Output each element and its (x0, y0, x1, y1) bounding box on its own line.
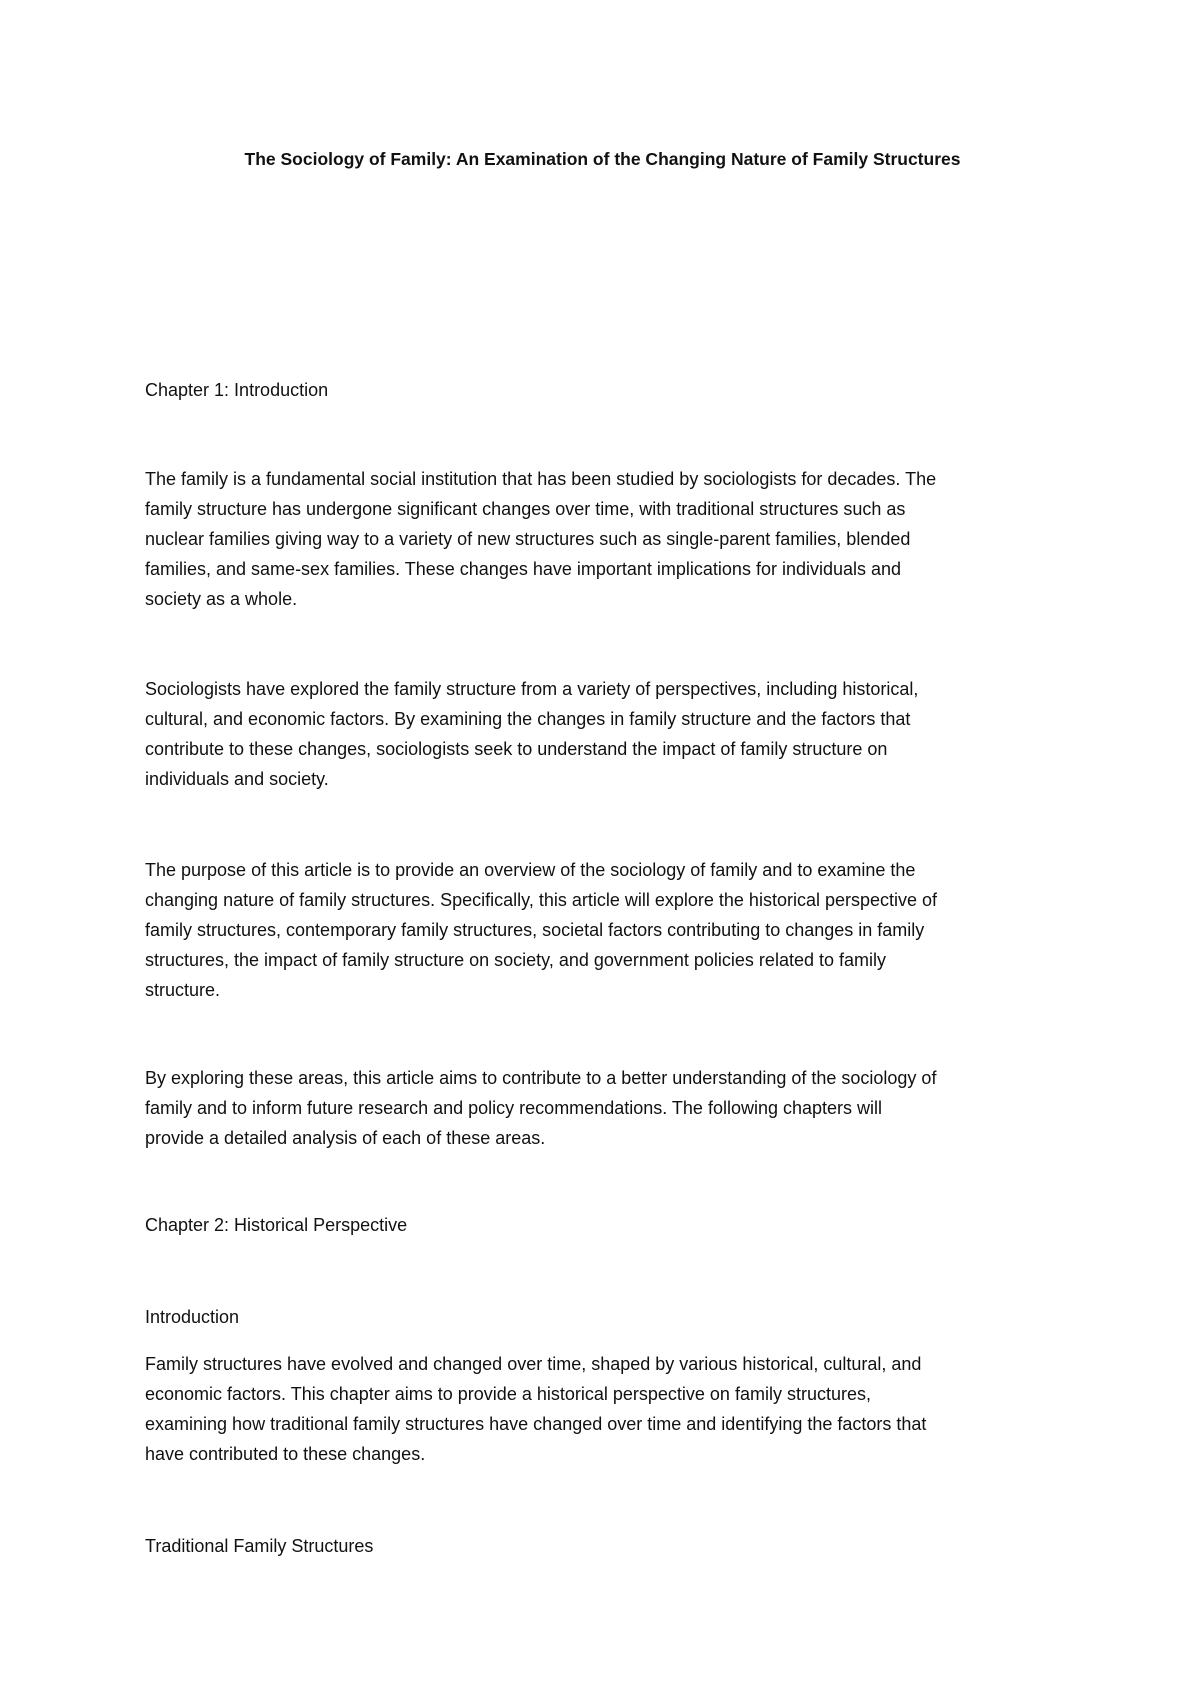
paragraph-line: cultural, and economic factors. By examining the changes in family structure and the factors that (145, 709, 911, 729)
paragraph-line: Family structures have evolved and changed over time, shaped by various historical, cultural, and (145, 1354, 922, 1374)
paragraph-line: contribute to these changes, sociologists seek to understand the impact of family structure on (145, 739, 888, 759)
paragraph-line: The purpose of this article is to provide an overview of the sociology of family and to examine the (145, 860, 916, 880)
paragraph-line: structures, the impact of family structure on society, and government policies related to family (145, 950, 886, 970)
paragraph-line: nuclear families giving way to a variety of new structures such as single-parent families, blended (145, 529, 911, 549)
paragraph-line: provide a detailed analysis of each of these areas. (145, 1128, 546, 1148)
document-title: The Sociology of Family: An Examination of the Changing Nature of Family Structures (244, 149, 961, 169)
chapter-1-heading: Chapter 1: Introduction (145, 380, 329, 400)
paragraph-5 (145, 1349, 1060, 1469)
paragraph-2 (145, 674, 1060, 794)
paragraph-line: The family is a fundamental social institution that has been studied by sociologists for decades. The (145, 469, 937, 489)
paragraph-line: economic factors. This chapter aims to provide a historical perspective on family structures, (145, 1384, 871, 1404)
paragraph-line: have contributed to these changes. (145, 1444, 426, 1464)
chapter-2-heading: Chapter 2: Historical Perspective (145, 1215, 408, 1235)
paragraph-line: families, and same-sex families. These changes have important implications for individuals and (145, 559, 902, 579)
paragraph-line: family structure has undergone significant changes over time, with traditional structures such as (145, 499, 906, 519)
paragraph-line: structure. (145, 980, 221, 1000)
paragraph-line: Sociologists have explored the family structure from a variety of perspectives, including historical, (145, 679, 919, 699)
paragraph-line: By exploring these areas, this article aims to contribute to a better understanding of the sociology of (145, 1068, 937, 1088)
paragraph-line: family structures, contemporary family structures, societal factors contributing to changes in family (145, 920, 925, 940)
paragraph-4 (145, 1063, 1060, 1153)
paragraph-line: examining how traditional family structures have changed over time and identifying the factors that (145, 1414, 927, 1434)
paragraph-line: family and to inform future research and policy recommendations. The following chapters will (145, 1098, 883, 1118)
paragraph-line: individuals and society. (145, 769, 329, 789)
traditional-family-structures-subheading: Traditional Family Structures (145, 1536, 374, 1556)
paragraph-line: society as a whole. (145, 589, 298, 609)
paragraph-3 (145, 855, 1060, 1005)
paragraph-1 (145, 464, 1060, 614)
introduction-subheading: Introduction (145, 1307, 240, 1327)
paragraph-line: changing nature of family structures. Specifically, this article will explore the historical perspective of (145, 890, 938, 910)
